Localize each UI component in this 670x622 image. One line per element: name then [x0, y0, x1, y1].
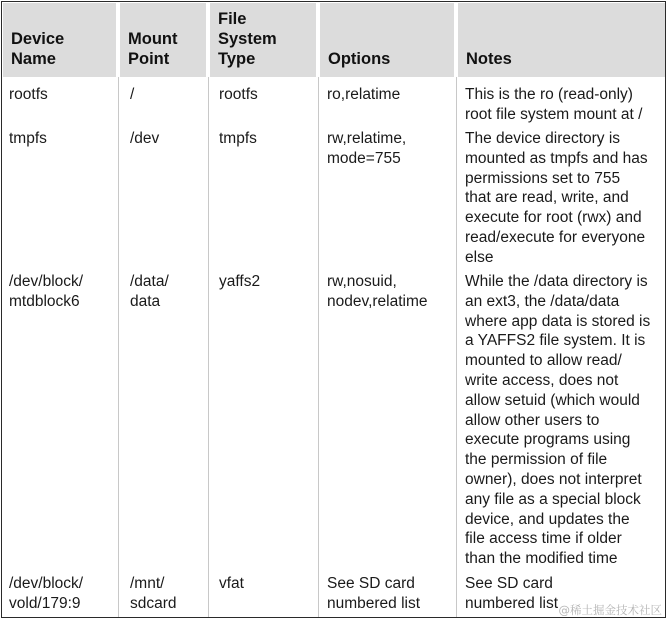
cell-fstype: vfat	[219, 575, 244, 592]
column-divider	[118, 77, 119, 617]
cell-options: rw,relatime, mode=755	[327, 130, 407, 167]
table-header	[3, 3, 665, 77]
cell-device: tmpfs	[9, 130, 47, 147]
header-notes: Notes	[458, 3, 665, 77]
cell-notes: The device directory is mounted as tmpfs and has permissions set to 755 that are read, write, and execute for root (rwx) and read/execute for everyone else	[465, 130, 648, 266]
cell-mount: /mnt/ sdcard	[130, 575, 177, 612]
column-divider	[208, 77, 209, 617]
cell-device: rootfs	[9, 86, 48, 103]
cell-options: ro,relatime	[327, 86, 401, 103]
cell-device: /dev/block/ vold/179:9	[9, 575, 84, 612]
header-mount-point: Mount Point	[120, 3, 206, 77]
cell-mount: /	[130, 86, 135, 103]
cell-fstype: rootfs	[219, 86, 258, 103]
header-options: Options	[320, 3, 454, 77]
cell-options: rw,nosuid, nodev,relatime	[327, 273, 428, 310]
cell-mount: /data/ data	[130, 273, 169, 310]
cell-fstype: tmpfs	[219, 130, 257, 147]
header-device-name: Device Name	[3, 3, 116, 77]
header-fs-type: File System Type	[210, 3, 316, 77]
cell-mount: /dev	[130, 130, 160, 147]
cell-notes: While the /data directory is an ext3, the /data/data where app data is stored is a YAFFS2 file system. It is mounted to allow read/ write access, does not allow setuid (which would allow other users to execute programs using the permission of file owner), does not interpret any file as a special block device, and updates the file access time if older than the modified time	[465, 273, 651, 568]
cell-fstype: yaffs2	[219, 273, 261, 290]
watermark: @稀土掘金技术社区	[558, 603, 662, 617]
column-divider	[318, 77, 319, 617]
cell-notes: See SD card numbered list	[465, 575, 559, 612]
cell-device: /dev/block/ mtdblock6	[9, 273, 84, 310]
cell-options: See SD card numbered list	[327, 575, 421, 612]
cell-notes: This is the ro (read-only) root file system mount at /	[465, 86, 643, 123]
column-divider	[456, 77, 457, 617]
